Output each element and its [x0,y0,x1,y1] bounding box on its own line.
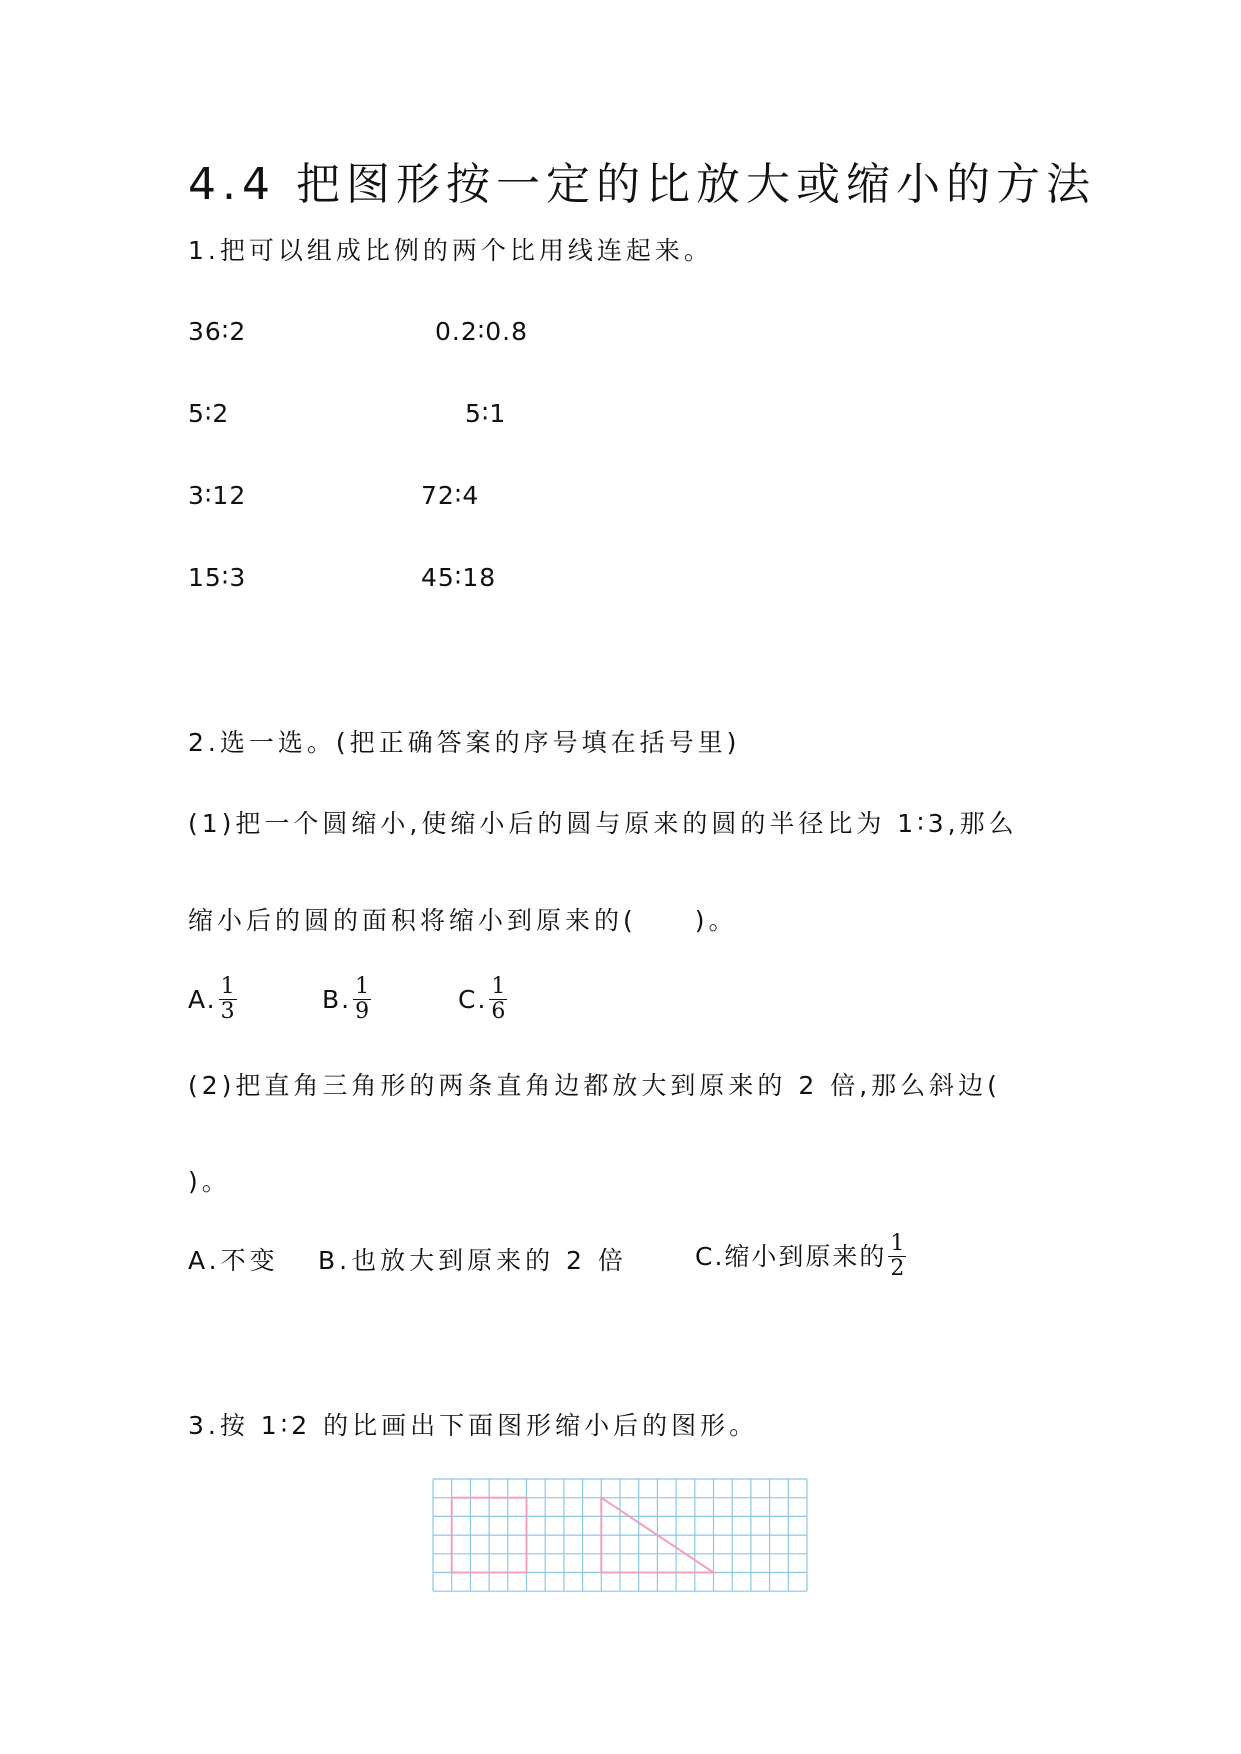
q2-part1-option-c [458,975,507,1024]
q1-left-ratio-2: 5∶2 [188,399,230,428]
fraction-denominator: 2 [890,1256,905,1281]
option-label: C.缩小到原来的 [695,1241,887,1271]
q1-right-ratio-4: 45∶18 [421,563,497,592]
option-label: B. [322,984,352,1014]
q3-prompt: 3.按 1∶2 的比画出下面图形缩小后的图形。 [188,1411,759,1440]
q2-part2-option-a: A.不变 [188,1246,279,1275]
drawing-grid [432,1478,808,1597]
option-label: A. [188,984,217,1014]
fraction-numerator: 1 [220,974,235,999]
q2-part2-option-c [695,1232,906,1281]
q2-part1-option-a [188,975,237,1024]
grid-lines [433,1479,807,1591]
q2-part2-line2: )。 [188,1167,231,1196]
fraction [353,975,371,1024]
q1-left-ratio-1: 36∶2 [188,317,247,346]
q1-left-ratio-3: 3∶12 [188,481,247,510]
page-title: 4.4 把图形按一定的比放大或缩小的方法 [188,159,1096,210]
grid-figure [432,1478,808,1593]
q2-part2-line1: (2)把直角三角形的两条直角边都放大到原来的 2 倍,那么斜边( [188,1071,1001,1100]
fraction-denominator: 6 [491,999,506,1024]
q2-part2-option-b: B.也放大到原来的 2 倍 [318,1246,627,1275]
q2-part1-line2: 缩小后的圆的面积将缩小到原来的( )。 [188,906,738,935]
q1-right-ratio-2: 5∶1 [465,399,507,428]
fraction [489,975,507,1024]
fraction-numerator: 1 [890,1231,905,1256]
q2-prompt: 2.选一选。(把正确答案的序号填在括号里) [188,728,741,757]
q1-right-ratio-1: 0.2∶0.8 [435,317,529,346]
fraction-numerator: 1 [491,974,506,999]
fraction-denominator: 9 [355,999,370,1024]
q1-left-ratio-4: 15∶3 [188,563,247,592]
fraction [888,1232,906,1281]
q1-right-ratio-3: 72∶4 [421,481,480,510]
q2-part1-line1: (1)把一个圆缩小,使缩小后的圆与原来的圆的半径比为 1∶3,那么 [188,809,1018,838]
q1-prompt: 1.把可以组成比例的两个比用线连起来。 [188,236,713,265]
q2-part1-option-b [322,975,371,1024]
fraction [219,975,237,1024]
option-label: C. [458,984,488,1014]
fraction-numerator: 1 [355,974,370,999]
fraction-denominator: 3 [220,999,235,1024]
